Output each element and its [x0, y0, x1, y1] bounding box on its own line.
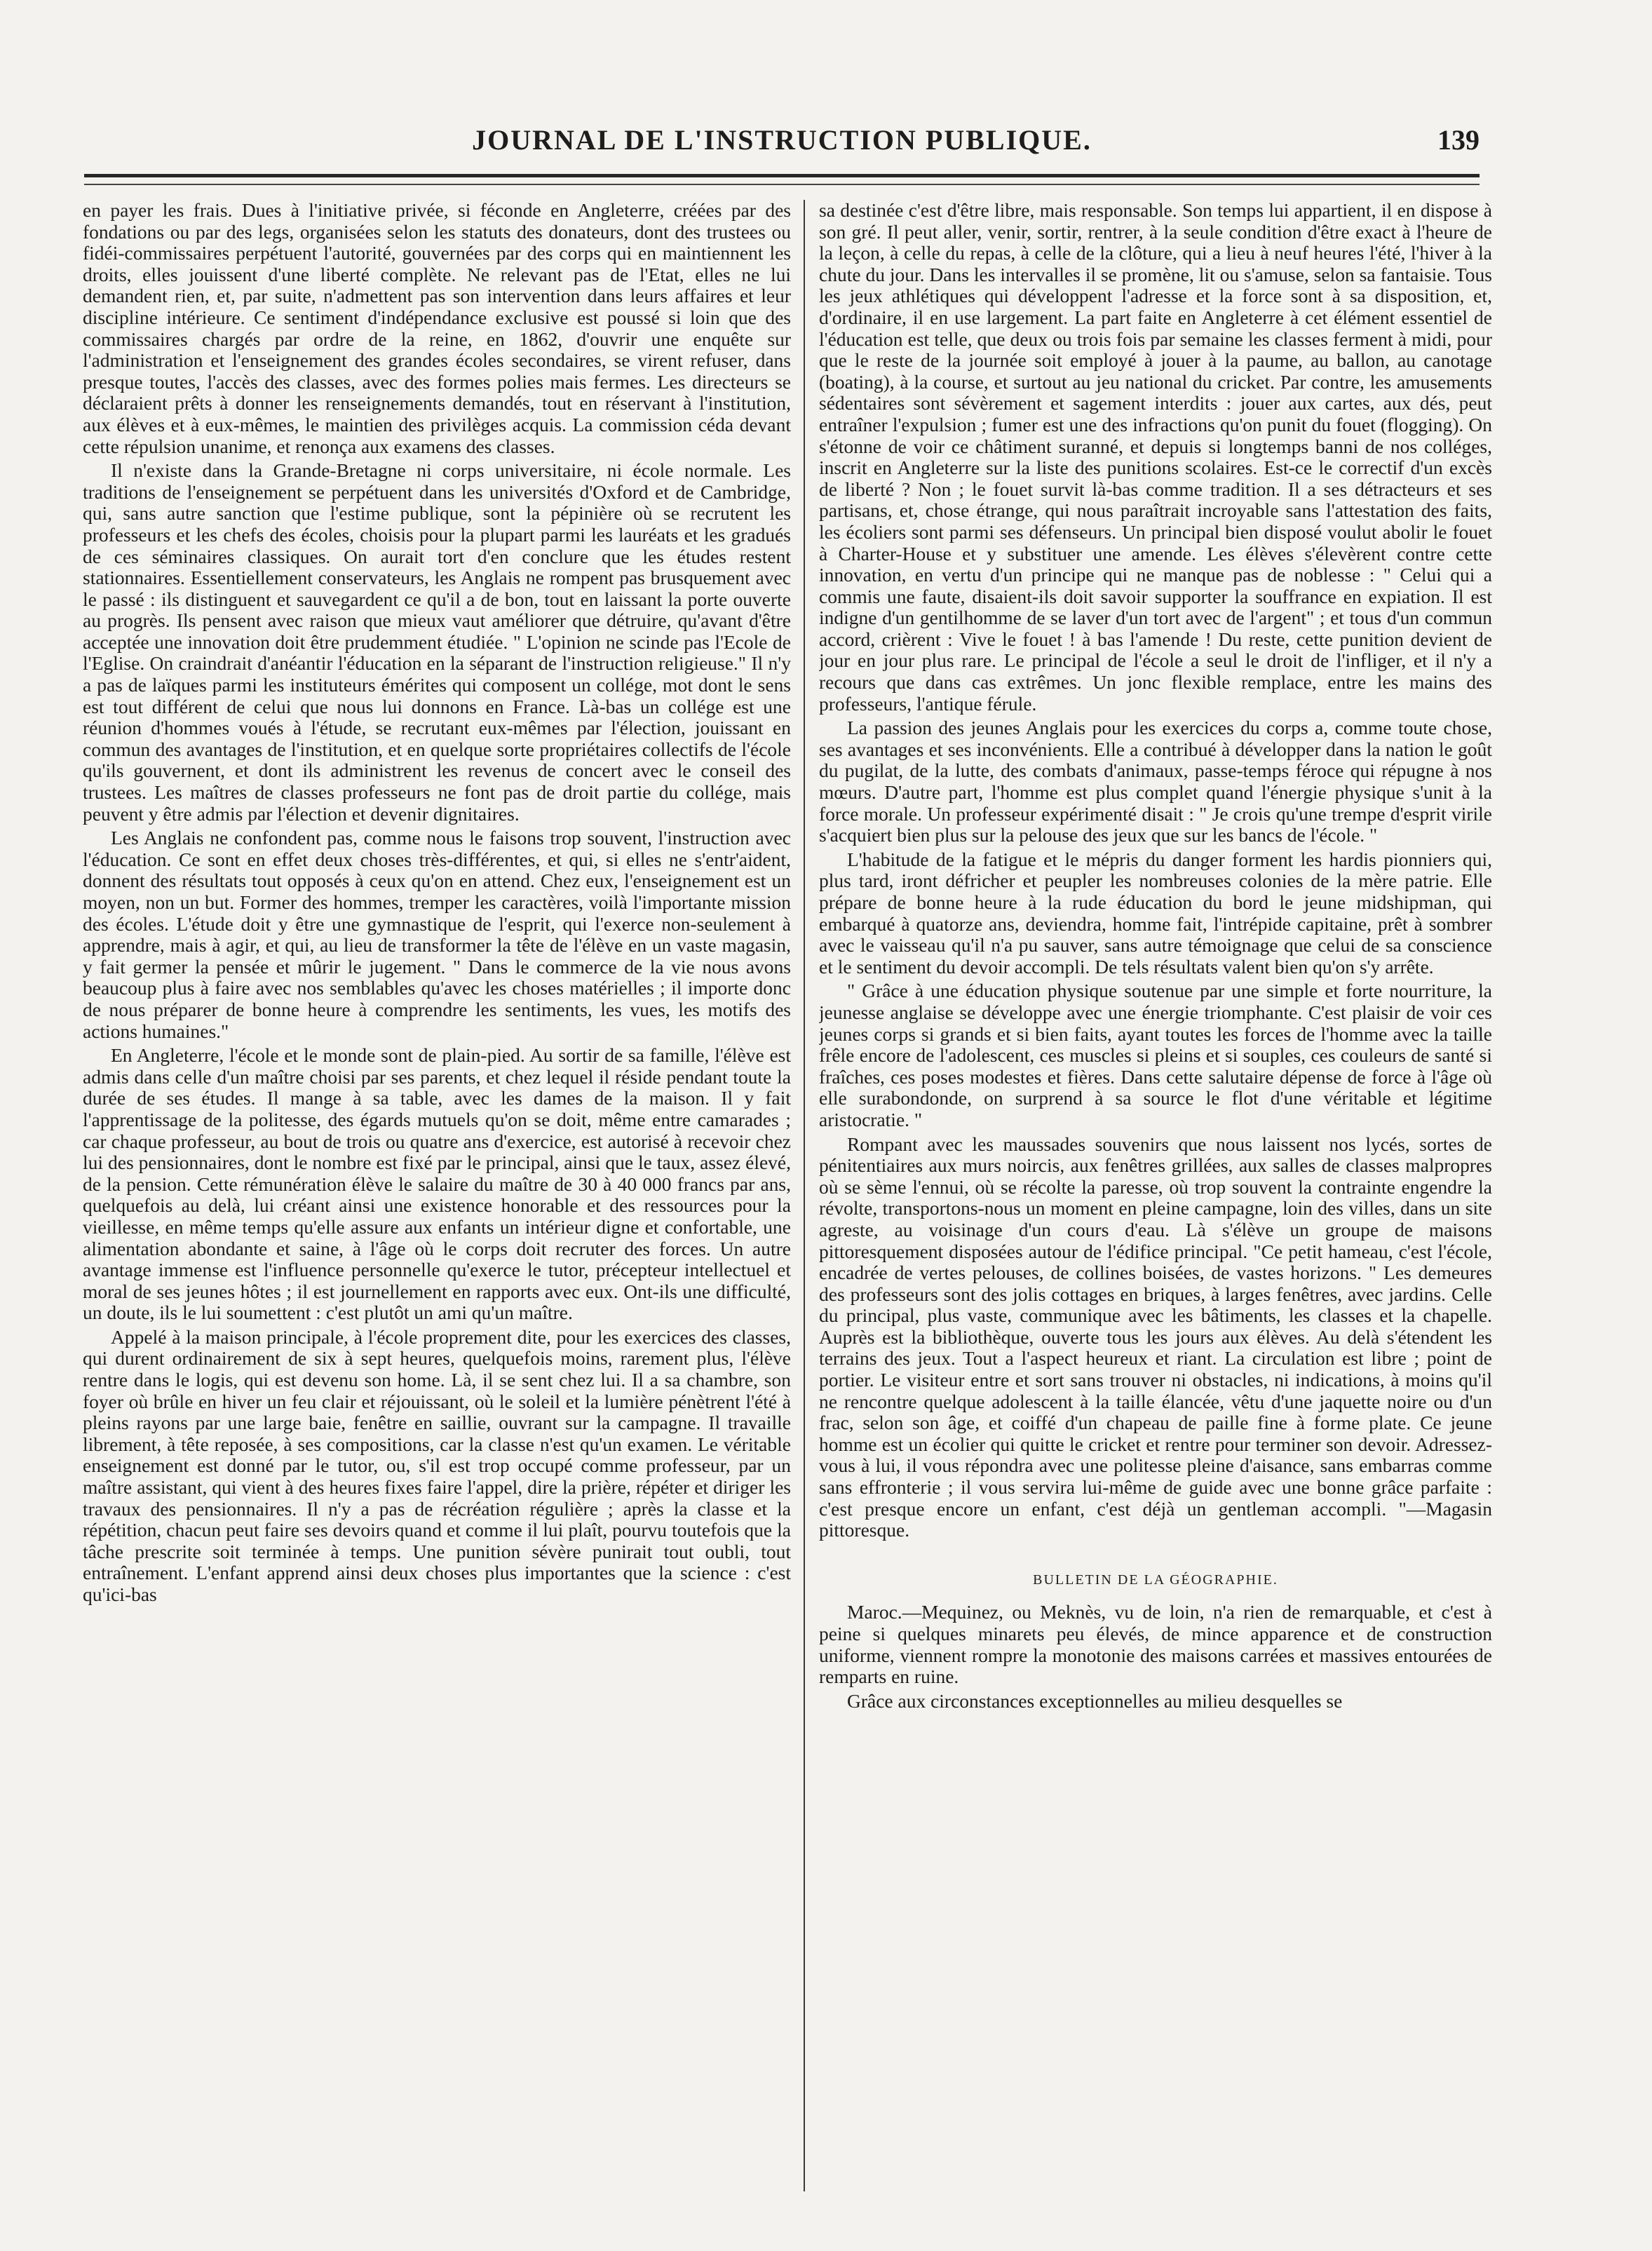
section-heading: BULLETIN DE LA GÉOGRAPHIE.: [1033, 1571, 1278, 1588]
paragraph: Appelé à la maison principale, à l'école proprement dite, pour les exercices des classes, qui durent ordinairement de six à sept heures, quelquefois moins, rarement plus, l'élève rentre dans le logis, qui est devenu son home. Là, il se sent chez lui. Il a sa chambre, son foyer où brûle en hiver un feu clair et réjouissant, où le soleil et la lumière pénètrent l'été à pleins rayons par une large baie, fenêtre en saillie, ouvrant sur la campagne. Il travaille librement, à tête reposée, à ses compositions, car la classe n'est qu'un examen. Le véritable enseignement est donné par le tutor, ou, s'il est trop occupé comme professeur, par un maître assistant, qui vient à des heures fixes faire l'appel, dire la prière, répéter et diriger les travaux des pensionnaires. Il n'y a pas de récréation régulière ; après la classe et la répétition, chacun peut faire ses devoirs quand et comme il lui plaît, pourvu toutefois que la tâche prescrite soit terminée à temps. Une punition sévère punirait tout oubli, tout entraînement. L'enfant apprend ainsi deux choses plus importantes que la science : c'est qu'ici-bas: [83, 1325, 791, 1605]
left-column: [83, 200, 791, 2195]
paragraph: Les Anglais ne confondent pas, comme nous le faisons trop souvent, l'instruction avec l'éducation. Ce sont en effet deux choses très-différentes, et qui, si elles ne s'entr'aident, donnent des résultats tout opposés à ceux qu'on en attend. Chez eux, l'enseignement est un moyen, non un but. Former des hommes, tremper les caractères, voilà l'importante mission des écoles. L'étude doit y être une gymnastique de l'esprit, qui l'exerce non-seulement à apprendre, mais à agir, et qui, au lieu de transformer la tête de l'élève en un vaste magasin, y fait germer la pensée et mûrir le jugement. " Dans le commerce de la vie nous avons beaucoup plus à faire avec nos semblables qu'avec les choses matérielles ; il importe donc de nous préparer de bonne heure à comprendre les sentiments, les vues, les motifs des actions humaines.": [83, 827, 791, 1042]
header-rule-thin: [84, 184, 1480, 185]
column-divider: [804, 200, 805, 2191]
paragraph: En Angleterre, l'école et le monde sont de plain-pied. Au sortir de sa famille, l'élève est admis dans celle d'un maître choisi par ses parents, et chez lequel il réside pendant toute la durée de ses études. Il mange à sa table, avec les dames de la maison. Il y fait l'apprentissage de la politesse, des égards mutuels qu'on se doit, même entre camarades ; car chaque professeur, au bout de trois ou quatre ans d'exercice, est autorisé à recevoir chez lui des pensionnaires, dont le nombre est fixé par le principal, ainsi que le taux, assez élevé, de la pension. Cette rémunération élève le salaire du maître de 30 à 40 000 francs par ans, quelquefois au delà, lui créant ainsi une existence honorable et des ressources pour la vieillesse, en même temps qu'elle assure aux enfants un intérieur digne et confortable, une alimentation abondante et saine, à l'âge où le corps doit recruter des forces. Un autre avantage immense est l'influence personnelle qu'exerce le tutor, précepteur intellectuel et moral de ses jeunes hôtes ; il est journellement en rapports avec eux. Ont-ils une difficulté, un doute, ils le lui soumettent : c'est plutôt un ami qu'un maître.: [83, 1044, 791, 1324]
paragraph: Grâce aux circonstances exceptionnelles au milieu desquelles se: [847, 1689, 1343, 1712]
page-header: [84, 119, 1480, 168]
paragraph: " Grâce à une éducation physique soutenue par une simple et forte nourriture, la jeunesse anglaise se développe avec une énergie triomphante. C'est plaisir de voir ces jeunes corps si grands et si bien faits, ayant toutes les forces de l'homme avec la taille frêle encore de l'adolescent, ces muscles si pleins et si souples, ces couleurs de santé si fraîches, ces poses modestes et fières. Dans cette salutaire dépense de force à l'âge où elle surabondonde, on surprend à sa source le flot d'une véritable et légitime aristocratie. ": [819, 980, 1492, 1130]
paragraph: Rompant avec les maussades souvenirs que nous laissent nos lycés, sortes de pénitentiaires aux murs noircis, aux fenêtres grillées, aux salles de classes malpropres où se sème l'ennui, où se récolte la paresse, où trop souvent la contrainte engendre la révolte, transportons-nous un moment en pleine campagne, loin des villes, dans un site agreste, au voisinage d'un cours d'eau. Là s'élève un groupe de maisons pittoresquement disposées autour de l'édifice principal. "Ce petit hameau, c'est l'école, encadrée de vertes pelouses, de collines boisées, de vastes horizons. " Les demeures des professeurs sont des jolis cottages en briques, à larges fenêtres, avec jardins. Celle du principal, plus vaste, communique avec les bâtiments, les classes et la chapelle. Auprès est la bibliothèque, ouverte tous les jours aux élèves. Au delà s'étendent les terrains des jeux. Tout a l'aspect heureux et riant. La circulation est libre ; point de portier. Le visiteur entre et sort sans trouver ni obstacles, ni indications, à moins qu'il ne rencontre quelque adolescent à la taille élancée, vêtu d'une jaquette noire ou d'un frac, selon son âge, et coiffé d'un chapeau de paille fine à forme plate. Ce jeune homme est un écolier qui quitte le cricket et rentre pour terminer son devoir. Adressez-vous à lui, il vous répondra avec une politesse pleine d'aisance, sans embarras comme sans effronterie ; il vous servira lui-même de guide avec une bonne grâce parfaite : c'est presque encore un enfant, c'est déjà un gentleman accompli. "—Magasin pittoresque.: [819, 1133, 1492, 1541]
paragraph: L'habitude de la fatigue et le mépris du danger forment les hardis pionniers qui, plus tard, iront défricher et peupler les nombreuses colonies de la mère patrie. Elle prépare de bonne heure à la rude éducation du bord le jeune midshipman, qui embarqué à quatorze ans, deviendra, homme fait, l'intrépide capitaine, prêt à sombrer avec le vaisseau qu'il n'a pu sauver, sans autre témoignage que celui de sa conscience et le sentiment du devoir accompli. De tels résultats valent bien qu'on s'y arrête.: [819, 848, 1492, 978]
paragraph: en payer les frais. Dues à l'initiative privée, si féconde en Angleterre, créées par des fondations ou par des legs, organisées selon les statuts des donateurs, dont des trustees ou fidéi-commissaires perpétuent l'autorité, gouvernées par des corps qui en maintiennent les droits, elles jouissent d'une liberté complète. Ne relevant pas de l'Etat, elles ne lui demandent rien, et, par suite, n'admettent pas son intervention dans leurs affaires et leur discipline intérieure. Ce sentiment d'indépendance exclusive est poussé si loin que des commissaires chargés par ordre de la reine, en 1862, d'ouvrir une enquête sur l'administration et l'enseignement des grandes écoles secondaires, se virent refuser, dans presque toutes, l'accès des classes, avec des formes polies mais fermes. Les directeurs se déclaraient prêts à donner les renseignements demandés, tout en réservant à l'institution, aux élèves et à eux-mêmes, le maintien des privilèges acquis. La commission céda devant cette répulsion unanime, et renonça aux examens des classes.: [83, 200, 791, 457]
paragraph: sa destinée c'est d'être libre, mais responsable. Son temps lui appartient, il en dispose à son gré. Il peut aller, venir, sortir, rentrer, à la seule condition d'être exact à l'heure de la leçon, à celle du repas, à celle de la clôture, qui a lieu à neuf heures l'été, l'hiver à la chute du jour. Dans les intervalles il se promène, lit ou s'amuse, selon sa fantaisie. Tous les jeux athlétiques qui développent l'adresse et la force sont à sa disposition, et, d'ordinaire, il en use largement. La part faite en Angleterre à cet élément essentiel de l'éducation est telle, que deux ou trois fois par semaine les classes ferment à midi, pour que le reste de la journée soit employé à jouer à la paume, au ballon, au canotage (boating), à la course, et surtout au jeu national du cricket. Par contre, les amusements sédentaires sont sévèrement et sagement interdits : jouer aux cartes, aux dés, peut entraîner l'expulsion ; fumer est une des infractions qu'on punit du fouet (flogging). On s'étonne de voir ce châtiment suranné, et depuis si longtemps banni de nos colléges, inscrit en Angleterre sur la liste des punitions scolaires. Est-ce le correctif d'un excès de liberté ? Non ; le fouet survit là-bas comme tradition. Il a ses détracteurs et ses partisans, et, chose étrange, qui nous paraîtrait incroyable sans l'attestation des faits, les écoliers sont parmi ses défenseurs. Un principal bien disposé voulut abolir le fouet à Charter-House et y substituer une amende. Les élèves s'élevèrent contre cette innovation, en vertu d'un principe qui ne manque pas de noblesse : " Celui qui a commis une faute, disaient-ils doit savoir supporter la souffrance en expiation. Il est indigne d'un gentilhomme de se laver d'un tort avec de l'argent" ; et tous d'un commun accord, crièrent : Vive le fouet ! à bas l'amende ! Du reste, cette punition devient de jour en jour plus rare. Le principal de l'école a seul le droit de l'infliger, et il n'y a recours que dans cas extrêmes. Un jonc flexible remplace, entre les mains des professeurs, l'antique férule.: [819, 200, 1492, 715]
header-rule-thick: [84, 174, 1480, 177]
paragraph: Maroc.—Mequinez, ou Meknès, vu de loin, n'a rien de remarquable, et c'est à peine si quelques minarets peu élevés, de mince apparence et de construction uniforme, viennent rompre la monotonie des maisons carrées et massives entourées de remparts en ruine.: [819, 1601, 1492, 1688]
paragraph: Il n'existe dans la Grande-Bretagne ni corps universitaire, ni école normale. Les traditions de l'enseignement se perpétuent dans les universités d'Oxford et de Cambridge, qui, sans autre sanction que l'estime publique, sont la pépinière où se recrutent les professeurs et les chefs des écoles, choisis pour la plupart parmi les lauréats et les gradués de ces séminaires classiques. On aurait tort d'en conclure que les études restent stationnaires. Essentiellement conservateurs, les Anglais ne rompent pas brusquement avec le passé : ils distinguent et sauvegardent ce qu'il a de bon, tout en laissant la porte ouverte au progrès. Ils pensent avec raison que mieux vaut améliorer que détruire, qu'avant d'être acceptée une innovation doit être prudemment étudiée. " L'opinion ne scinde pas l'Ecole de l'Eglise. On craindrait d'anéantir l'éducation en la séparant de l'instruction religieuse." Il n'y a pas de laïques parmi les instituteurs émérites qui composent un collége, mot dont le sens est tout différent de celui que nous lui donnons en France. Là-bas un collége est une réunion d'hommes voués à l'étude, se recrutant eux-mêmes par l'élection, jouissant en commun des avantages de l'institution, et en quelque sorte propriétaires collectifs de l'école qu'ils gouvernent, et dont ils administrent les revenus de concert avec le conseil des trustees. Les maîtres de classes professeurs ne font pas de droit partie du collége, mais peuvent y être admis par l'élection et devenir dignitaires.: [83, 459, 791, 825]
paragraph: La passion des jeunes Anglais pour les exercices du corps a, comme toute chose, ses avantages et ses inconvénients. Elle a contribué à développer dans la nation le goût du pugilat, de la lutte, des combats d'animaux, passe-temps féroce qui répugne à nos mœurs. D'autre part, l'homme est plus complet quand l'énergie physique s'unit à la force morale. Un professeur expérimenté disait : " Je crois qu'une trempe d'esprit virile s'acquiert bien plus sur la pelouse des jeux que sur les bancs de l'école. ": [819, 717, 1492, 846]
running-title: JOURNAL DE L'INSTRUCTION PUBLIQUE.: [472, 124, 1092, 156]
right-column: [819, 200, 1492, 2195]
page-number: 139: [1437, 124, 1480, 156]
